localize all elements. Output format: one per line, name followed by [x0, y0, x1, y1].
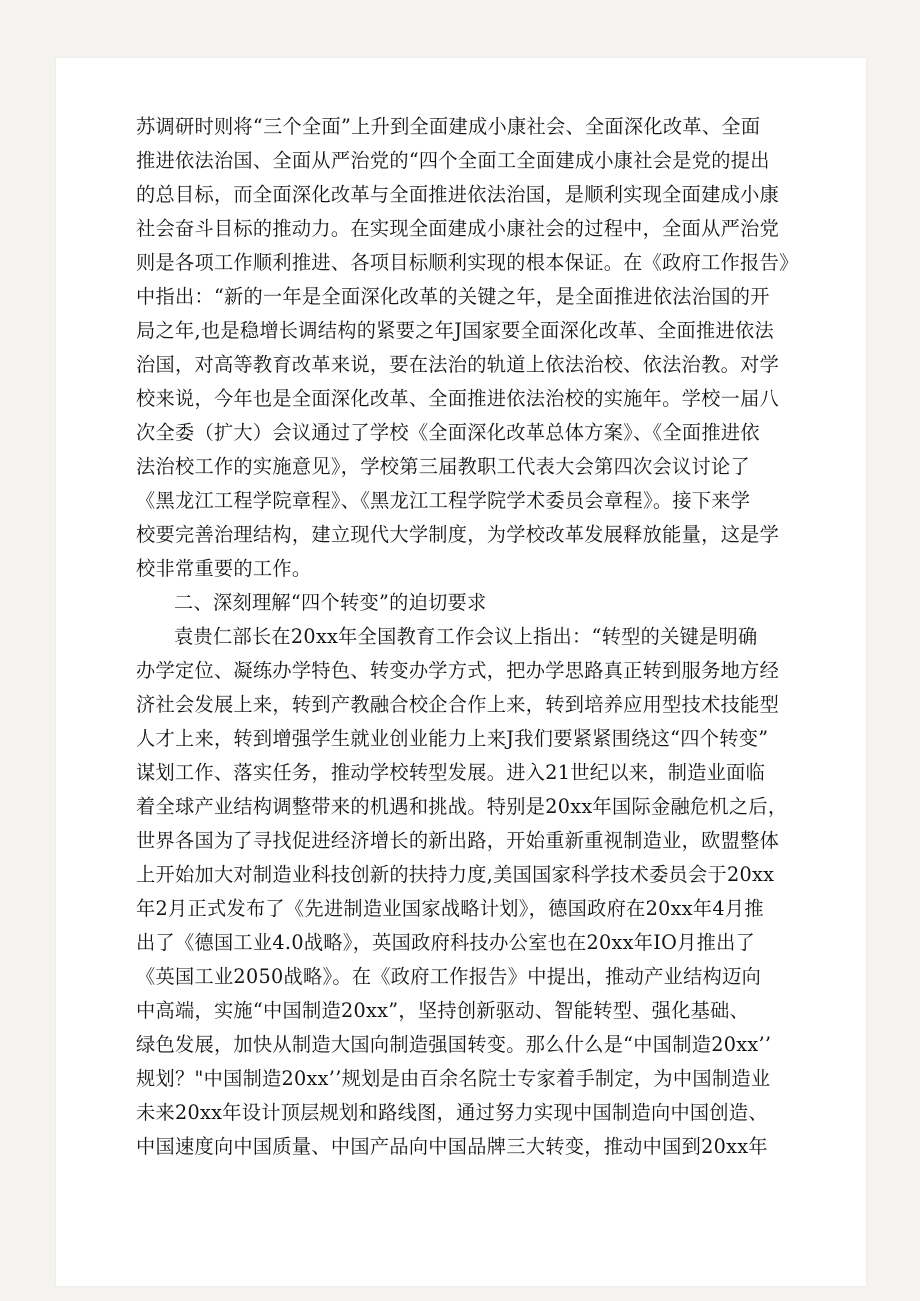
paragraph-line: 则是各项工作顺利推进、各项目标顺利实现的根本保证。在《政府工作报告》 [136, 251, 799, 274]
paragraph-line: 治国，对高等教育改革来说，要在法治的轨道上依法治校、依法治教。对学 [136, 353, 780, 376]
paragraph-line: 出了《德国工业4.0战略》，英国政府科技办公室也在20xx年IO月推出了 [136, 931, 756, 954]
paragraph-2 [136, 620, 794, 1164]
paragraph-line: 中国速度向中国质量、中国产品向中国品牌三大转变，推动中国到20xx年 [136, 1135, 768, 1158]
paragraph-line: 校要完善治理结构，建立现代大学制度，为学校改革发展释放能量，这是学 [136, 523, 780, 546]
paragraph-line: 年2月正式发布了《先进制造业国家战略计划》，德国政府在20xx年4月推 [136, 897, 764, 920]
paragraph-line: 局之年,也是稳增长调结构的紧要之年J国家要全面深化改革、全面推进依法 [136, 319, 774, 342]
paragraph-line: 《英国工业2050战略》。在《政府工作报告》中提出，推动产业结构迈向 [136, 965, 762, 988]
paragraph-line: 谋划工作、落实任务，推动学校转型发展。进入21世纪以来，制造业面临 [136, 761, 766, 784]
paragraph-line: 推进依法治国、全面从严治党的“四个全面工全面建成小康社会是党的提出 [136, 149, 770, 172]
paragraph-1 [136, 110, 799, 586]
paragraph-line: 着全球产业结构调整带来的机遇和挑战。特别是20xx年国际金融危机之后， [136, 795, 788, 818]
paragraph-line: 的总目标，而全面深化改革与全面推进依法治国，是顺利实现全面建成小康 [136, 183, 780, 206]
paragraph-line: 绿色发展，加快从制造大国向制造强国转变。那么什么是“中国制造20xx’’ [136, 1033, 772, 1056]
paragraph-line: 次全委（扩大）会议通过了学校《全面深化改革总体方案》、《全面推进依 [136, 421, 760, 444]
paragraph-line: 社会奋斗目标的推动力。在实现全面建成小康社会的过程中，全面从严治党 [136, 217, 780, 240]
paragraph-line: 袁贵仁部长在20xx年全国教育工作会议上指出：“转型的关键是明确 [174, 625, 758, 648]
paragraph-line: 苏调研时则将“三个全面”上升到全面建成小康社会、全面深化改革、全面 [136, 115, 761, 138]
paragraph-line: 世界各国为了寻找促进经济增长的新出路，开始重新重视制造业，欧盟整体 [136, 829, 780, 852]
paragraph-line: 中高端，实施“中国制造20xx”，坚持创新驱动、智能转型、强化基础、 [136, 999, 750, 1022]
paragraph-line: 校来说，今年也是全面深化改革、全面推进依法治校的实施年。学校一届八 [136, 387, 780, 410]
document-page [56, 58, 866, 1286]
paragraph-line: 济社会发展上来，转到产教融合校企合作上来，转到培养应用型技术技能型 [136, 693, 780, 716]
paragraph-line: 法治校工作的实施意见》，学校第三届教职工代表大会第四次会议讨论了 [136, 455, 750, 478]
paragraph-line: 未来20xx年设计顶层规划和路线图，通过努力实现中国制造向中国创造、 [136, 1101, 768, 1124]
paragraph-line: 中指出：“新的一年是全面深化改革的关键之年，是全面推进依法治国的开 [136, 285, 770, 308]
section-heading: 二、深刻理解“四个转变”的迫切要求 [174, 591, 487, 614]
document-body [136, 110, 799, 1164]
paragraph-line: 《黑龙江工程学院章程》、《黑龙江工程学院学术委员会章程》。接下来学 [136, 489, 751, 512]
paragraph-line: 上开始加大对制造业科技创新的扶持力度,美国国家科学技术委员会于20xx [136, 863, 775, 886]
paragraph-line: 校非常重要的工作。 [136, 557, 312, 580]
paragraph-line: 人才上来，转到增强学生就业创业能力上来J我们要紧紧围绕这“四个转变” [136, 727, 769, 750]
paragraph-line: 办学定位、凝练办学特色、转变办学方式，把办学思路真正转到服务地方经 [136, 659, 780, 682]
paragraph-line: 规划？"中国制造20xx’’规划是由百余名院士专家着手制定，为中国制造业 [136, 1067, 771, 1090]
